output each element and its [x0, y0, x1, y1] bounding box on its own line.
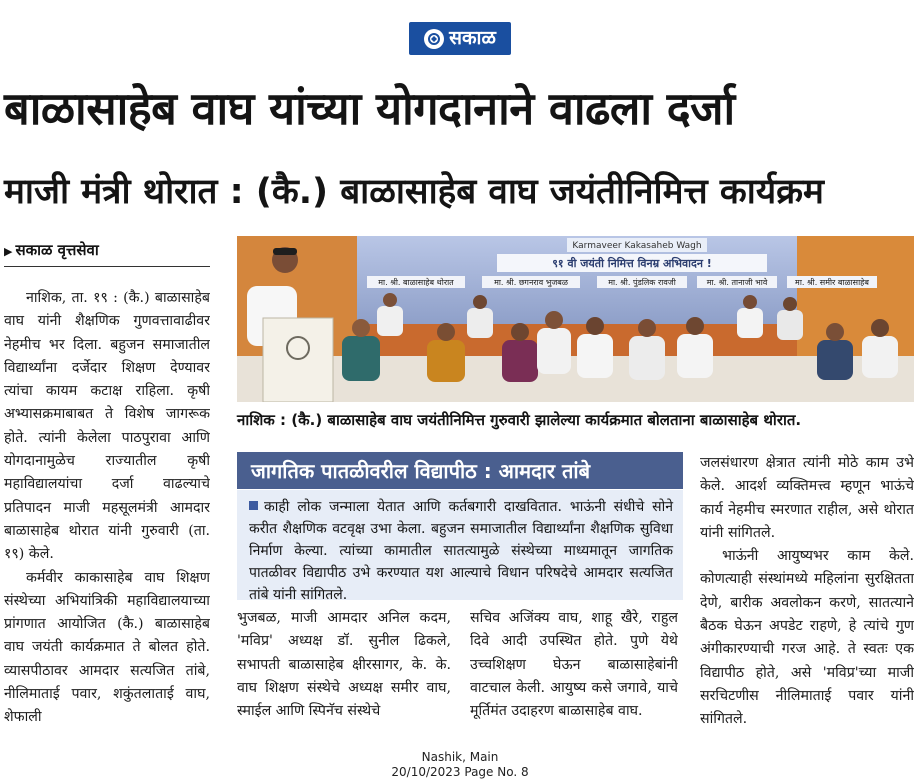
- sidebar-text: काही लोक जन्माला येतात आणि कर्तबगारी दाखवितात. भाऊंनी संधीचे सोने करीत शैक्षणिक वटवृक्ष उभा केला. बहुजन समाजातील विद्यार्थ्यांना शैक्षणिक सुविधा निर्माण केल्या. त्यांच्या कामातील सातत्यामुळे संस्थेच्या माध्यमातून जागतिक पातळीवर विद्यापीठ उभे करण्यात यश आल्याचे विधान परिषदेचे आमदार सत्यजित तांबे यांनी सांगितले.: [249, 499, 673, 603]
- masthead-logo: [409, 22, 511, 55]
- masthead-title: सकाळ: [449, 27, 496, 49]
- byline-text: सकाळ वृत्तसेवा: [15, 241, 99, 259]
- sidebar-body: [237, 490, 683, 603]
- banner-name: मा. श्री. तानाजी भावे: [706, 278, 768, 287]
- byline-arrow-icon: ▶: [4, 245, 13, 258]
- paragraph: नाशिक, ता. १९ : (कै.) बाळासाहेब वाघ यांनी शैक्षणिक गुणवत्तावाढीवर नेहमीच भर दिला. बहुजन समाजातील विद्यार्थ्यांना दर्जेदार शिक्षण देण्यावर त्यांचा कायम कटाक्ष राहिला. कृषी अभ्यासक्रमाबाबत ते विशेष जागरूक होते. त्यांनी केलेला पाठपुरावा आणि योगदानामुळेच राज्यातील कृषी महाविद्यालयांचा दर्जा वाढल्याचे प्रतिपादन माजी महसूलमंत्री आमदार बाळासाहेब थोरात यांनी गुरुवारी (ता. १९) केले.: [4, 290, 210, 563]
- paragraph: भुजबळ, माजी आमदार अनिल कदम, 'मविप्र' अध्यक्ष डॉ. सुनील ढिकले, सभापती बाळासाहेब क्षीरसागर, के. के. वाघ शिक्षण संस्थेचे अध्यक्ष समीर वाघ, स्माईल आणि स्पिनॅच संस्थेचे: [237, 610, 451, 720]
- paragraph: जलसंधारण क्षेत्रात त्यांनी मोठे काम उभे केले. आदर्श व्यक्तिमत्त्व म्हणून भाऊंचे कार्य नेहमीच स्मरणात राहील, असे थोरात यांनी सांगितले.: [700, 455, 914, 541]
- event-photo: [237, 236, 914, 402]
- article-column-4: [700, 452, 914, 752]
- paragraph: भाऊंनी आयुष्यभर काम केले. कोणत्याही संस्थांमध्ये महिलांना सुरक्षितता देणे, बारीक अवलोकन करणे, सातत्याने बैठक घेऊन अपडेट राहणे, हे त्यांचे गुण अंगीकारण्याची गरज आहे. ते स्वतः एक विद्यापीठ होते, असे 'मविप्र'च्या माजी सरचिटणीस नीलिमाताई पवार यांनी सांगितले.: [700, 548, 914, 728]
- edition-label: Nashik, Main: [421, 750, 499, 764]
- paragraph: कर्मवीर काकासाहेब वाघ शिक्षण संस्थेच्या अभियांत्रिकी महाविद्यालयाच्या प्रांगणात आयोजित (कै.) बाळासाहेब वाघ जयंती कार्यक्रमात ते बोलत होते. व्यासपीठावर आमदार सत्यजित तांबे, नीलिमाताई पवार, शकुंतलाताई वाघ, शेफाली: [4, 569, 210, 726]
- logo-emblem-icon: [424, 29, 444, 49]
- banner-name: मा. श्री. छगनराव भुजबळ: [494, 278, 568, 287]
- date-page-label: 20/10/2023 Page No. 8: [391, 765, 529, 779]
- banner-name: मा. श्री. पुंडलिक रावजी: [608, 278, 676, 287]
- article-column-3: [470, 607, 678, 752]
- page-footer: [340, 750, 580, 780]
- banner-name: मा. श्री. समीर बाळासाहेब: [795, 278, 869, 287]
- banner-name: मा. श्री. बाळासाहेब थोरात: [378, 278, 454, 287]
- banner-top-text: Karmaveer Kakasaheb Wagh: [572, 241, 702, 251]
- article-column-2: [237, 607, 451, 752]
- headline: बाळासाहेब वाघ यांच्या योगदानाने वाढला दर्जा: [4, 82, 735, 135]
- byline: [4, 240, 210, 267]
- paragraph: सचिव अजिंक्य वाघ, शाहू खैरे, राहुल दिवे आदी उपस्थित होते. पुणे येथे उच्चशिक्षण घेऊन बाळासाहेबांनी वाटचाल केली. आयुष्य कसे जगावे, याचे मूर्तिमंत उदाहरण बाळासाहेब वाघ.: [470, 610, 678, 720]
- photo-caption: नाशिक : (कै.) बाळासाहेब वाघ जयंतीनिमित्त गुरुवारी झालेल्या कार्यक्रमात बोलताना बाळासाहेब थोरात.: [237, 411, 802, 429]
- subheadline: माजी मंत्री थोरात : (कै.) बाळासाहेब वाघ जयंतीनिमित्त कार्यक्रम: [4, 172, 824, 212]
- article-column-1: [4, 287, 210, 751]
- banner-main-text: ९१ वी जयंती निमित्त विनम्र अभिवादन !: [552, 257, 712, 270]
- sidebar-heading: जागतिक पातळीवरील विद्यापीठ : आमदार तांबे: [237, 452, 683, 489]
- event-photo-illustration: [237, 236, 914, 402]
- bullet-square-icon: [249, 501, 258, 510]
